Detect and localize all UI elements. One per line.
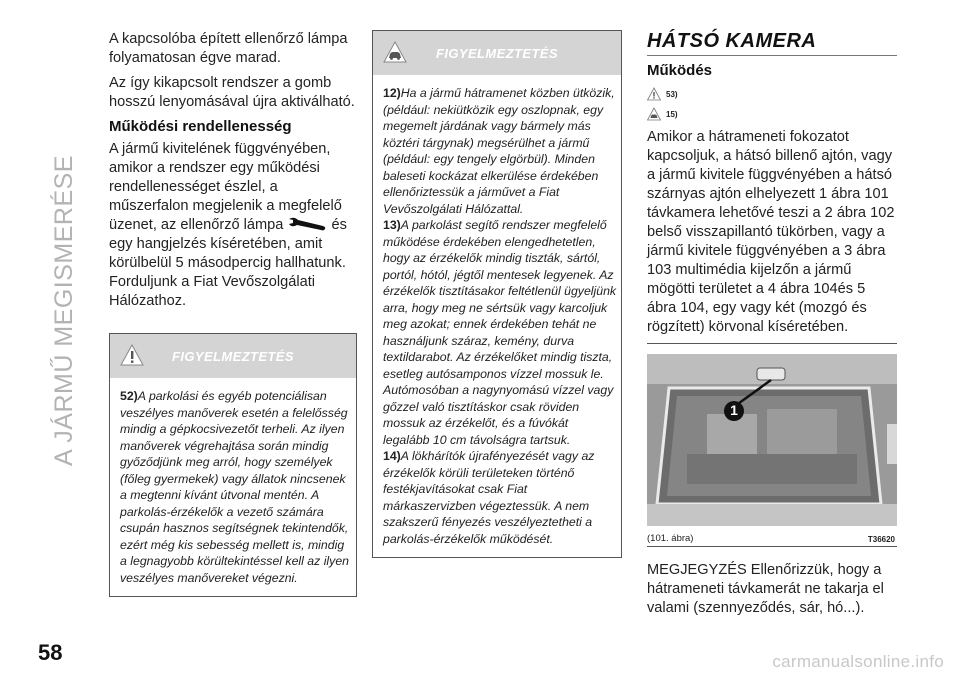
- warning-ref: 12): [383, 86, 401, 100]
- warning-title: FIGYELMEZTETÉS: [172, 348, 294, 364]
- warning-header: [373, 31, 621, 75]
- warning-reference-number: 15): [666, 109, 678, 119]
- car-warning-icon: [647, 107, 661, 121]
- warning-triangle-icon: [647, 87, 661, 101]
- warning-box-sensors: [372, 30, 622, 558]
- warning-triangle-icon: [120, 343, 144, 367]
- paragraph-malfunction: [109, 140, 357, 311]
- figure-rear-camera: [647, 354, 897, 546]
- note-paragraph: MEGJEGYZÉS Ellenőrizzük, hogy a hátrameneti távkamerát ne takarja el valami (szennyeződés, sár, hó...).: [647, 562, 884, 616]
- warning-text: A lökhárítók újrafényezését vagy az érzékelők körüli területeken történő festékjavításokat csak Fiat márkaszervizben végeztessük. A nem szakszerű fényezés veszélyeztetheti a parkolás-érzékelők működését.: [383, 449, 595, 546]
- column-right: [647, 30, 897, 624]
- figure-top-rule: [647, 343, 897, 344]
- paragraph: Az így kikapcsolt rendszer a gomb hosszú lenyomásával újra aktiválható.: [109, 75, 355, 110]
- warning-header: [110, 334, 356, 378]
- column-middle: [372, 30, 622, 558]
- paragraph-text-part1: A jármű kivitelének függvényében, amikor a rendszer egy működési rendellenességet észlel, a műszerfalon megjelenik a megfelelő üzenet, az ellenőrző lámpa: [109, 141, 342, 233]
- paragraph-text-part2: és egy hangjelzés kíséretében, amit körülbelül 5 másodpercig hallhatunk. Forduljunk a Fiat Vevőszolgálati Hálózathoz.: [109, 217, 347, 309]
- section-heading-malfunction: Működési rendellenesség: [109, 118, 292, 135]
- warning-body: [110, 378, 356, 596]
- warning-text: A parkolást segítő rendszer megfelelő működése érdekében elengedhetetlen, hogy az érzékelők mindig tiszták, sártól, portól, hótól, jégtől mentesek legyenek. Az érzékelők tisztításakor feltétlenül ügyeljünk arra, hogy meg ne sértsük vagy karcoljuk meg azokat; ennek érdekében tehát ne használjunk száraz, kemény, durva textildarabot. Az érzékelőket mindig tiszta, esetleg autósamponos vízzel mossuk le. Autómosóban a nagynyomású vízzel vagy gőzzel való tisztításkor csak röviden mossuk az érzékelőt, és a fúvókát legalább 10 cm távolságra tartsuk.: [383, 218, 617, 447]
- callout-number: 1: [730, 402, 738, 418]
- car-warning-icon: [383, 40, 407, 64]
- chapter-side-title: [34, 30, 94, 590]
- figure-code: T36620: [867, 535, 895, 544]
- warning-reference: [647, 84, 897, 104]
- page-number: 58: [38, 640, 63, 665]
- warning-ref: 52): [120, 389, 138, 403]
- warning-box-parking: [109, 333, 357, 597]
- warning-text: A parkolási és egyéb potenciálisan veszélyes manőverek esetén a felelősség mindig a gépkocsivezetőt terheli. Az ilyen manőverek végrehajtása során mindig győződjünk meg arról, hogy személyek (főleg gyermekek) vagy állatok nincsenek a megtenni kívánt útvonal mentén. A parkolás-érzékelők a vezető számára csupán hasznos segítségnek tekintendők, ezért még kis sebesség mellett is, mindig a legnagyobb körültekintéssel kell az ilyen veszélyes manővereket végezni.: [120, 389, 349, 585]
- column-left: [109, 30, 357, 597]
- warning-reference-list: [647, 84, 897, 124]
- wrench-icon: [287, 216, 327, 232]
- paragraph: A kapcsolóba épített ellenőrző lámpa folyamatosan égve marad.: [109, 31, 348, 66]
- section-title-rear-camera: HÁTSÓ KAMERA: [647, 30, 897, 56]
- warning-reference-number: 53): [666, 89, 678, 99]
- chapter-side-title-text: A JÁRMŰ MEGISMERÉSE: [49, 154, 78, 466]
- warning-ref: 14): [383, 449, 401, 463]
- watermark: carmanualsonline.info: [772, 652, 944, 671]
- warning-body: [373, 75, 621, 557]
- warning-reference: [647, 104, 897, 124]
- paragraph: Amikor a hátrameneti fokozatot kapcsoljuk, a hátsó billenő ajtón, vagy a jármű kivitele függvényében a hátsó szárnyas ajtón elhelyezett 1 ábra 101 távkamera lehetővé teszi a 2 ábra 102 belső visszapillantó tükörben, vagy a jármű kivitele függvényében a 3 ábra 103 multimédia kijelzőn a jármű mögötti területet a 4 ábra 104és 5 ábra 104, egy vagy két (mozgó és rögzített) körvonal kíséretében.: [647, 129, 895, 335]
- warning-title: FIGYELMEZTETÉS: [436, 45, 558, 61]
- rear-door-illustration: [647, 354, 897, 526]
- figure-caption: (101. ábra): [647, 533, 694, 544]
- section-heading-operation: Működés: [647, 62, 713, 79]
- figure-bottom-rule: [647, 546, 897, 547]
- warning-text: Ha a jármű hátramenet közben ütközik, (például: nekiütközik egy oszlopnak, egy megemelt járdának vagy bármely más köztéri tárgynak) megsérülhet a jármű (például: egy tengely elgörbül). Minden baleseti kockázat elkerülése érdekében ellenőriztessük a járművet a Fiat Vevőszolgálati Hálózattal.: [383, 86, 615, 216]
- warning-ref: 13): [383, 218, 401, 232]
